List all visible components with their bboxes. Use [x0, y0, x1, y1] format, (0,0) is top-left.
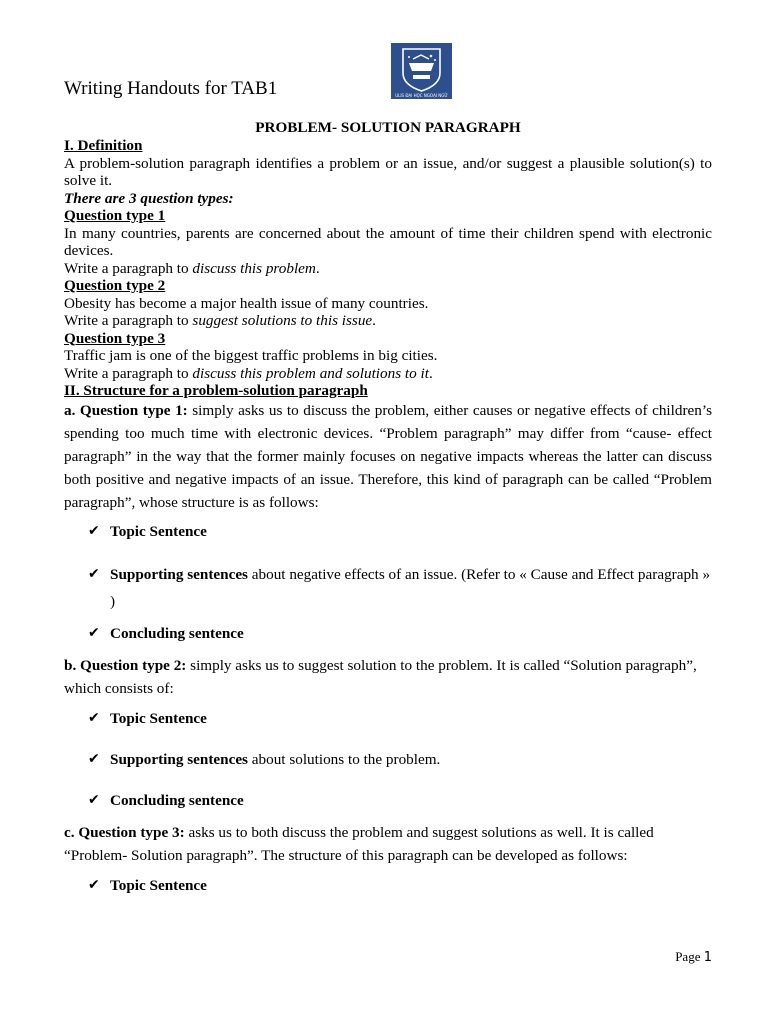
definition-text: A problem-solution paragraph identifies a problem or an issue, and/or suggest a plausible solution(s) to solve it. [64, 154, 712, 189]
question-types-intro: There are 3 question types: [64, 189, 234, 207]
checkmark-icon: ✔ [88, 750, 100, 767]
question-type-3-heading: Question type 3 [64, 329, 166, 347]
question-type-2-task: Write a paragraph to suggest solutions to this issue. [64, 312, 376, 329]
section-definition-heading: I. Definition [64, 137, 143, 154]
list-item: ✔ Supporting sentences about negative effects of an issue. (Refer to « Cause and Effect paragraph » ) [64, 561, 712, 615]
checkmark-icon: ✔ [88, 876, 100, 893]
list-item: ✔ Topic Sentence [64, 707, 712, 730]
document-body [64, 119, 712, 897]
structure-b-paragraph: b. Question type 2: simply asks us to suggest solution to the problem. It is called “Solution paragraph”, which consists of: [64, 656, 697, 697]
header-title: Writing Handouts for TAB1 [64, 78, 278, 99]
university-logo [391, 43, 452, 99]
list-item: ✔ Concluding sentence [64, 622, 712, 645]
list-item: ✔ Supporting sentences about solutions to the problem. [64, 748, 712, 771]
structure-a-paragraph: a. Question type 1: simply asks us to discuss the problem, either causes or negative effects of children’s spending too much time with electronic devices. “Problem paragraph” may differ from “cause- effect paragraph” in the way that the former mainly focuses on negative impacts whereas the latter can discuss both positive and negative impacts of an issue. Therefore, this kind of paragraph can be called “Problem paragraph”, whose structure is as follows: [64, 401, 712, 511]
question-type-1-task: Write a paragraph to discuss this problem. [64, 259, 320, 277]
question-type-3-task: Write a paragraph to discuss this problem and solutions to it. [64, 364, 433, 382]
checkmark-icon: ✔ [88, 791, 100, 808]
list-item: ✔ Topic Sentence [64, 520, 712, 543]
question-type-2-prompt: Obesity has become a major health issue of many countries. [64, 294, 429, 312]
question-type-1-prompt: In many countries, parents are concerned about the amount of time their children spend with electronic devices. [64, 224, 712, 259]
section-structure-heading: II. Structure for a problem-solution paragraph [64, 382, 368, 399]
page-footer [675, 949, 712, 965]
question-type-3-prompt: Traffic jam is one of the biggest traffic problems in big cities. [64, 347, 438, 364]
svg-text:ULIS ĐẠI HỌC NGOẠI NGỮ: ULIS ĐẠI HỌC NGOẠI NGỮ [395, 93, 448, 98]
page-label: Page [675, 949, 704, 964]
list-item: ✔ Topic Sentence [64, 874, 712, 897]
checkmark-icon: ✔ [88, 709, 100, 726]
list-item: ✔ Concluding sentence [64, 789, 712, 812]
question-type-1-heading: Question type 1 [64, 207, 166, 224]
checkmark-icon: ✔ [88, 565, 100, 582]
question-type-2-heading: Question type 2 [64, 277, 166, 294]
document-title: PROBLEM- SOLUTION PARAGRAPH [255, 119, 521, 136]
page-number: 1 [703, 950, 712, 965]
checkmark-icon: ✔ [88, 624, 100, 641]
structure-c-paragraph: c. Question type 3: asks us to both discuss the problem and suggest solutions as well. It is called “Problem- Solution paragraph”. The structure of this paragraph can be developed as follows: [64, 823, 654, 864]
crest-icon [391, 43, 452, 99]
checkmark-icon: ✔ [88, 522, 100, 539]
